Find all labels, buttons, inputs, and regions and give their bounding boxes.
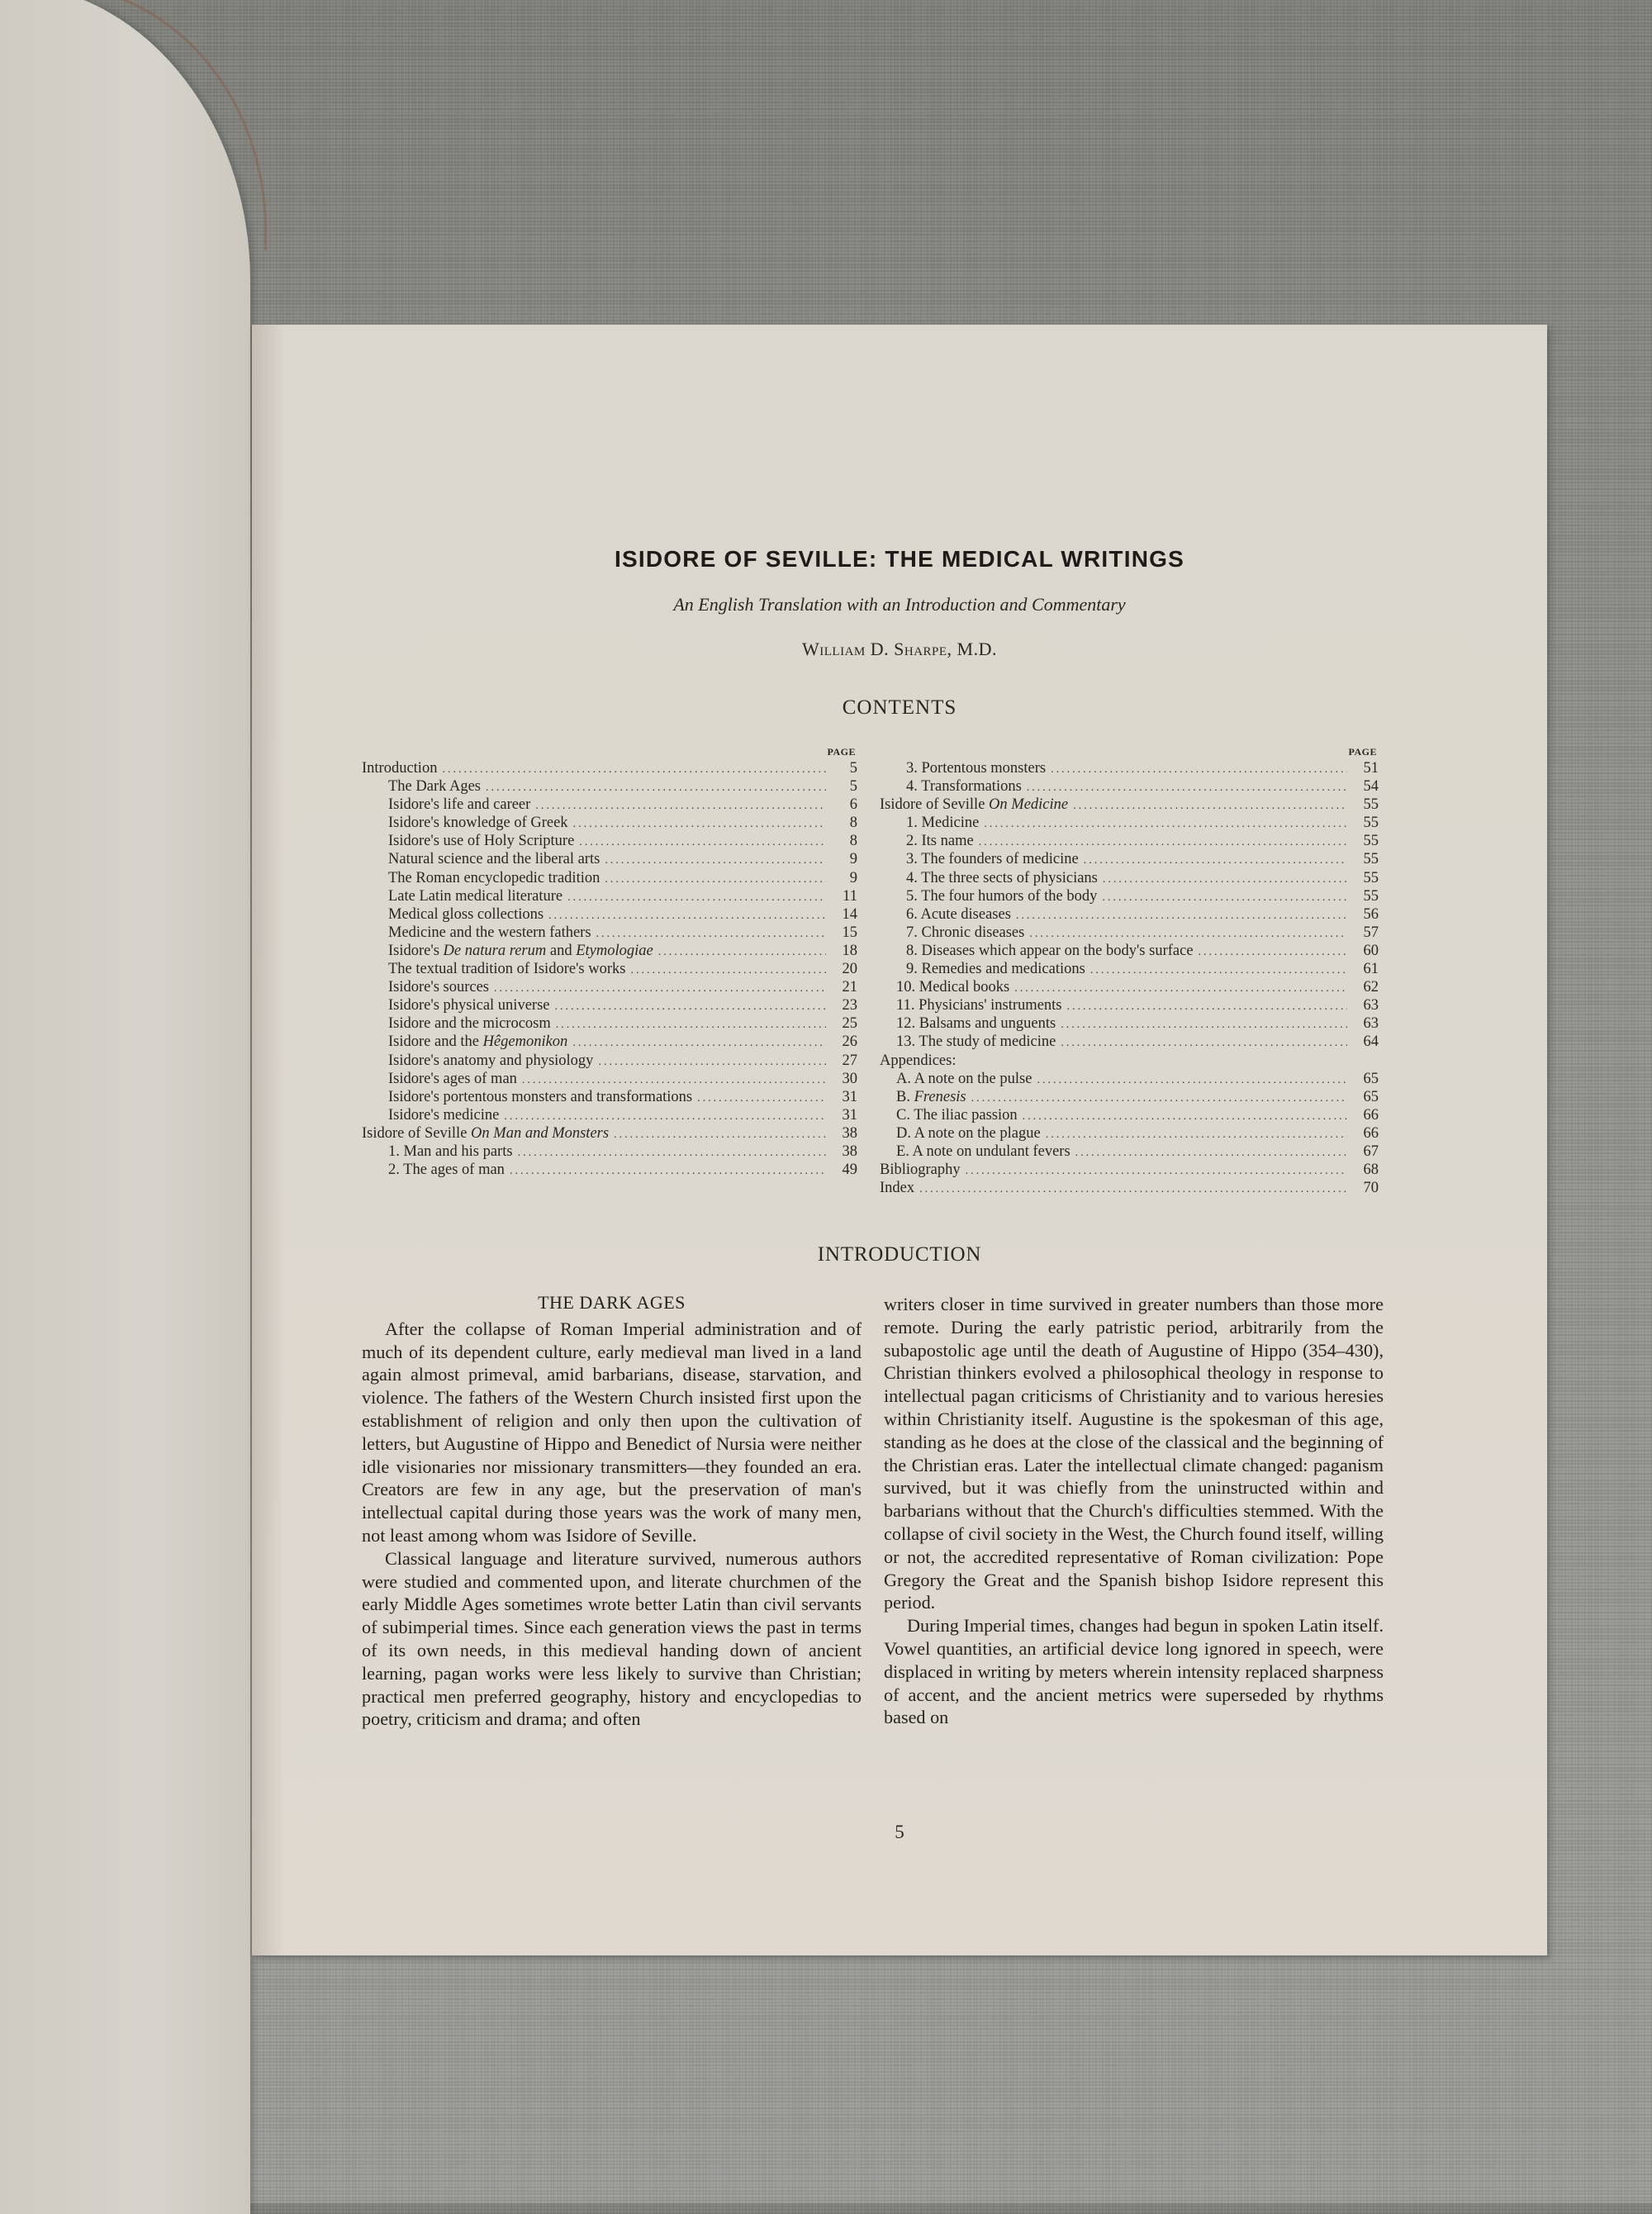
dot-leader xyxy=(1102,889,1347,907)
dot-leader xyxy=(697,1090,826,1108)
section-heading: THE DARK AGES xyxy=(538,1292,686,1313)
facing-page-edge xyxy=(50,0,267,250)
toc-entry-page: 66 xyxy=(1363,1124,1379,1142)
toc-entry-label: The Roman encyclopedic tradition xyxy=(388,869,601,886)
dot-leader xyxy=(504,1108,826,1126)
dot-leader xyxy=(510,1162,826,1181)
toc-entry xyxy=(880,996,1379,1014)
dot-leader xyxy=(1037,1071,1347,1090)
toc-entry-page: 60 xyxy=(1363,942,1379,959)
toc-entry xyxy=(880,1161,1379,1179)
toc-entry xyxy=(880,1088,1379,1106)
toc-entry-label: Isidore's physical universe xyxy=(388,997,550,1014)
toc-entry-page: 38 xyxy=(842,1143,857,1160)
dot-leader xyxy=(596,925,826,943)
toc-entry xyxy=(880,850,1379,868)
toc-entry xyxy=(880,869,1379,887)
toc-entry-label: B. Frenesis xyxy=(896,1088,966,1105)
toc-entry-label: E. A note on undulant fevers xyxy=(896,1143,1070,1160)
toc-entry-label: Isidore's sources xyxy=(388,979,490,996)
dot-leader xyxy=(442,761,826,779)
dot-leader xyxy=(966,1162,1347,1181)
toc-page-label: PAGE xyxy=(827,746,856,758)
toc-entry-page: 18 xyxy=(842,942,857,959)
toc-entry xyxy=(362,1070,857,1088)
dot-leader xyxy=(1061,1016,1347,1034)
toc-entry-page: 65 xyxy=(1363,1088,1379,1105)
toc-entry-page: 8 xyxy=(849,833,857,850)
toc-entry-page: 56 xyxy=(1363,905,1379,923)
toc-entry xyxy=(880,832,1379,850)
toc-entry-page: 63 xyxy=(1363,997,1379,1014)
toc-entry-page: 70 xyxy=(1363,1180,1379,1197)
toc-entry-label: 6. Acute diseases xyxy=(906,905,1011,923)
book-subtitle: An English Translation with an Introduction and Commentary xyxy=(673,594,1126,615)
dot-leader xyxy=(1027,779,1347,797)
dot-leader xyxy=(1075,1144,1347,1162)
toc-entry-label: Bibliography xyxy=(880,1162,961,1179)
dot-leader xyxy=(614,1126,826,1144)
dot-leader xyxy=(567,889,826,907)
toc-entry-page: 64 xyxy=(1363,1033,1379,1051)
toc-entry-label: 13. The study of medicine xyxy=(896,1033,1056,1051)
toc-entry-label: Isidore of Seville On Man and Monsters xyxy=(362,1124,610,1142)
toc-entry-page: 65 xyxy=(1363,1070,1379,1087)
toc-entry-page: 55 xyxy=(1363,887,1379,905)
dot-leader xyxy=(605,852,826,870)
toc-entry-label: Index xyxy=(880,1180,915,1197)
dot-leader xyxy=(919,1181,1347,1199)
toc-entry xyxy=(362,978,857,996)
toc-entry-page: 57 xyxy=(1363,924,1379,941)
toc-entry-page: 67 xyxy=(1363,1143,1379,1160)
toc-left-column xyxy=(362,746,857,1179)
toc-entry xyxy=(362,1124,857,1143)
toc-entry-label: 11. Physicians' instruments xyxy=(896,997,1062,1014)
toc-entry xyxy=(362,759,857,777)
toc-entry-label: Isidore's portentous monsters and transformations xyxy=(388,1088,693,1105)
dot-leader xyxy=(572,1034,826,1052)
toc-entry xyxy=(880,978,1379,996)
dot-leader xyxy=(971,1090,1347,1108)
dot-leader xyxy=(1051,761,1347,779)
toc-entry-label: 3. The founders of medicine xyxy=(906,851,1079,868)
toc-entry-label: 5. The four humors of the body xyxy=(906,887,1098,905)
paragraph: After the collapse of Roman Imperial administration and of much of its dependent culture, early medieval man lived in a land again almost primeval, amid barbarians, disease, starvation, and violence. The fathers of the Western Church insisted first upon the establishment of religion and only then upon the cultivation of letters, but Augustine of Hippo and Benedict of Nursia were neither idle visionaries nor missionary transmitters—they founded an era. Creators are few in any age, but the preservation of man's intellectual capital during those years was the work of many men, not least among whom was Isidore of Seville. xyxy=(362,1318,862,1546)
toc-entry-label: 1. Medicine xyxy=(906,815,980,832)
toc-entry-label: Isidore's anatomy and physiology xyxy=(388,1052,594,1069)
toc-entry xyxy=(362,960,857,978)
toc-entry-page: 5 xyxy=(849,760,857,777)
toc-entry xyxy=(362,905,857,924)
toc-entry-page: 8 xyxy=(849,815,857,832)
toc-entry-label: 2. Its name xyxy=(906,833,974,850)
toc-entry-label: The Dark Ages xyxy=(388,778,481,796)
toc-entry xyxy=(362,1088,857,1106)
toc-entry-label: Appendices: xyxy=(880,1052,957,1069)
facing-page xyxy=(0,0,250,2214)
dot-leader xyxy=(1090,962,1347,980)
dot-leader xyxy=(1046,1126,1347,1144)
author-name: William D. Sharpe, M.D. xyxy=(802,639,997,659)
dot-leader xyxy=(522,1071,826,1090)
toc-entry xyxy=(362,1052,857,1070)
toc-entry xyxy=(880,1143,1379,1161)
toc-entry-label: Isidore's medicine xyxy=(388,1106,500,1124)
dot-leader xyxy=(1199,943,1347,962)
toc-entry-label: 1. Man and his parts xyxy=(388,1143,513,1160)
toc-entry-page: 11 xyxy=(843,887,857,905)
dot-leader xyxy=(605,871,826,889)
dot-leader xyxy=(658,943,826,962)
toc-entry-page: 27 xyxy=(842,1052,857,1069)
toc-entry xyxy=(362,777,857,796)
toc-entry xyxy=(362,942,857,960)
toc-entry-page: 15 xyxy=(842,924,857,941)
toc-entry-page: 55 xyxy=(1363,833,1379,850)
toc-entry-page: 26 xyxy=(842,1033,857,1051)
dot-leader xyxy=(494,980,826,998)
toc-entry-page: 23 xyxy=(842,997,857,1014)
toc-entry-label: A. A note on the pulse xyxy=(896,1070,1032,1087)
toc-entry-label: 12. Balsams and unguents xyxy=(896,1015,1056,1033)
toc-entry xyxy=(362,869,857,887)
toc-entry-page: 38 xyxy=(842,1124,857,1142)
toc-entry-label: Isidore's De natura rerum and Etymologiae xyxy=(388,942,653,959)
book-page xyxy=(252,325,1547,1955)
dot-leader xyxy=(1084,852,1347,870)
toc-right-column xyxy=(880,746,1379,1197)
toc-entry-label: Medicine and the western fathers xyxy=(388,924,591,941)
paragraph: During Imperial times, changes had begun in spoken Latin itself. Vowel quantities, an artificial device long ignored in speech, were displaced in writing by meters wherein intensity replaced sharpness of accent, and the ancient metrics were superseded by rhythms based on xyxy=(884,1615,1384,1728)
dot-leader xyxy=(486,779,826,797)
toc-entry-page: 54 xyxy=(1363,778,1379,796)
contents-heading: CONTENTS xyxy=(842,696,957,719)
toc-entry xyxy=(362,1033,857,1051)
toc-entry xyxy=(880,1070,1379,1088)
toc-page-label: PAGE xyxy=(1348,746,1377,758)
toc-entry-label: The textual tradition of Isidore's works xyxy=(388,961,626,978)
toc-entry xyxy=(880,924,1379,942)
toc-entry-label: 3. Portentous monsters xyxy=(906,760,1047,777)
toc-entry xyxy=(362,924,857,942)
toc-entry-page: 51 xyxy=(1363,760,1379,777)
toc-entry-page: 55 xyxy=(1363,869,1379,886)
introduction-heading: INTRODUCTION xyxy=(817,1243,982,1266)
toc-entry-page: 21 xyxy=(842,979,857,996)
toc-entry-page: 61 xyxy=(1363,961,1379,978)
dot-leader xyxy=(979,834,1347,852)
toc-entry-label: 9. Remedies and medications xyxy=(906,961,1085,978)
dot-leader xyxy=(518,1144,826,1162)
toc-entry-page: 63 xyxy=(1363,1015,1379,1033)
body-column-right xyxy=(884,1293,1384,1729)
dot-leader xyxy=(579,834,826,852)
toc-entry xyxy=(362,814,857,832)
toc-entry xyxy=(880,814,1379,832)
toc-entry xyxy=(362,850,857,868)
paragraph: writers closer in time survived in greater numbers than those more remote. During the early patristic period, arbitrarily from the subapostolic age until the death of Augustine of Hippo (354–430), Christian thinkers evolved a philosophical theology in response to intellectual pagan criticisms of Christianity and to various heresies within Christianity itself. Augustine is the spokesman of this age, standing as he does at the close of the classical and the beginning of the Christian eras. Later the intellectual climate changed: paganism survived, but it was chiefly from the uninstructed within and barbarians without that the Church's difficulties stemmed. With the collapse of civil society in the West, the Church found itself, willing or not, the accredited representative of Roman civilization: Pope Gregory the Great and the Spanish bishop Isidore represent this period. xyxy=(884,1294,1384,1613)
toc-entry xyxy=(880,960,1379,978)
toc-entry xyxy=(880,777,1379,796)
toc-entry-page: 14 xyxy=(842,905,857,923)
toc-entry-page: 6 xyxy=(849,796,857,814)
dot-leader xyxy=(1103,871,1347,889)
toc-entry-label: Isidore's ages of man xyxy=(388,1070,517,1087)
toc-entry xyxy=(880,1124,1379,1143)
dot-leader xyxy=(984,815,1347,834)
toc-entry-page: 62 xyxy=(1363,979,1379,996)
dot-leader xyxy=(548,907,826,925)
toc-entry xyxy=(362,996,857,1014)
toc-entry-label: 4. The three sects of physicians xyxy=(906,869,1098,886)
toc-entry-page: 20 xyxy=(842,961,857,978)
toc-entry-label: Isidore and the Hêgemonikon xyxy=(388,1033,568,1051)
body-column-left xyxy=(362,1291,862,1731)
toc-entry-page: 9 xyxy=(849,869,857,886)
toc-entry xyxy=(880,905,1379,924)
toc-entry-label: 2. The ages of man xyxy=(388,1162,505,1179)
toc-entry-label: 10. Medical books xyxy=(896,979,1010,996)
toc-entry-label: Isidore's life and career xyxy=(388,796,531,814)
dot-leader xyxy=(1073,797,1347,815)
toc-entry-page: 55 xyxy=(1363,796,1379,814)
toc-entry-page: 55 xyxy=(1363,815,1379,832)
toc-entry-page: 31 xyxy=(842,1106,857,1124)
dot-leader xyxy=(535,797,826,815)
toc-entry-page: 68 xyxy=(1363,1162,1379,1179)
toc-entry-page: 9 xyxy=(849,851,857,868)
page-number: 5 xyxy=(895,1822,904,1842)
toc-entry-page: 5 xyxy=(849,778,857,796)
toc-entry xyxy=(880,1014,1379,1033)
toc-entry-label: Natural science and the liberal arts xyxy=(388,851,601,868)
toc-entry xyxy=(362,1161,857,1179)
toc-entry-label: Late Latin medical literature xyxy=(388,887,563,905)
toc-entry-label: Isidore's knowledge of Greek xyxy=(388,815,568,832)
toc-entry-label: 8. Diseases which appear on the body's surface xyxy=(906,942,1194,959)
dot-leader xyxy=(1061,1034,1347,1052)
toc-entry-label: Introduction xyxy=(362,760,438,777)
dot-leader xyxy=(1016,907,1347,925)
dot-leader xyxy=(556,1016,826,1034)
toc-entry-label: Isidore's use of Holy Scripture xyxy=(388,833,575,850)
dot-leader xyxy=(598,1053,826,1071)
dot-leader xyxy=(1067,998,1348,1016)
toc-entry-label: Isidore and the microcosm xyxy=(388,1015,551,1033)
dot-leader xyxy=(1023,1108,1347,1126)
paragraph: Classical language and literature survived, numerous authors were studied and commented upon, and literate churchmen of the early Middle Ages sometimes wrote better Latin than civil servants of subimperial times. Since each generation views the past in terms of its own needs, in this medieval handing down of ancient learning, pagan works were less likely to survive than Christian; practical men preferred geography, history and encyclopedias to poetry, criticism and drama; and often xyxy=(362,1547,862,1730)
dot-leader xyxy=(1029,925,1347,943)
toc-entry-label: 4. Transformations xyxy=(906,778,1022,796)
toc-entry xyxy=(880,942,1379,960)
dot-leader xyxy=(554,998,826,1016)
toc-entry xyxy=(880,759,1379,777)
toc-entry-label: 7. Chronic diseases xyxy=(906,924,1025,941)
toc-entry-page: 25 xyxy=(842,1015,857,1033)
dot-leader xyxy=(573,815,826,834)
toc-entry-page: 31 xyxy=(842,1088,857,1105)
toc-entry-page: 30 xyxy=(842,1070,857,1087)
toc-entry xyxy=(362,1106,857,1124)
dot-leader xyxy=(630,962,826,980)
toc-entry-label: Medical gloss collections xyxy=(388,905,544,923)
toc-entry-label: C. The iliac passion xyxy=(896,1106,1018,1124)
toc-entry xyxy=(880,796,1379,814)
toc-entry xyxy=(362,1143,857,1161)
toc-entry xyxy=(880,887,1379,905)
toc-entry xyxy=(880,1179,1379,1197)
toc-entry-page: 49 xyxy=(842,1162,857,1179)
toc-entry xyxy=(880,1052,1379,1070)
book-title: ISIDORE OF SEVILLE: THE MEDICAL WRITINGS xyxy=(615,546,1184,572)
toc-entry xyxy=(880,1106,1379,1124)
toc-entry xyxy=(362,887,857,905)
toc-entry xyxy=(362,1014,857,1033)
toc-entry xyxy=(362,832,857,850)
toc-entry-page: 66 xyxy=(1363,1106,1379,1124)
toc-entry xyxy=(880,1033,1379,1051)
toc-entry xyxy=(362,796,857,814)
toc-entry-label: D. A note on the plague xyxy=(896,1124,1041,1142)
dot-leader xyxy=(1014,980,1347,998)
toc-entry-page: 55 xyxy=(1363,851,1379,868)
toc-entry-label: Isidore of Seville On Medicine xyxy=(880,796,1069,814)
